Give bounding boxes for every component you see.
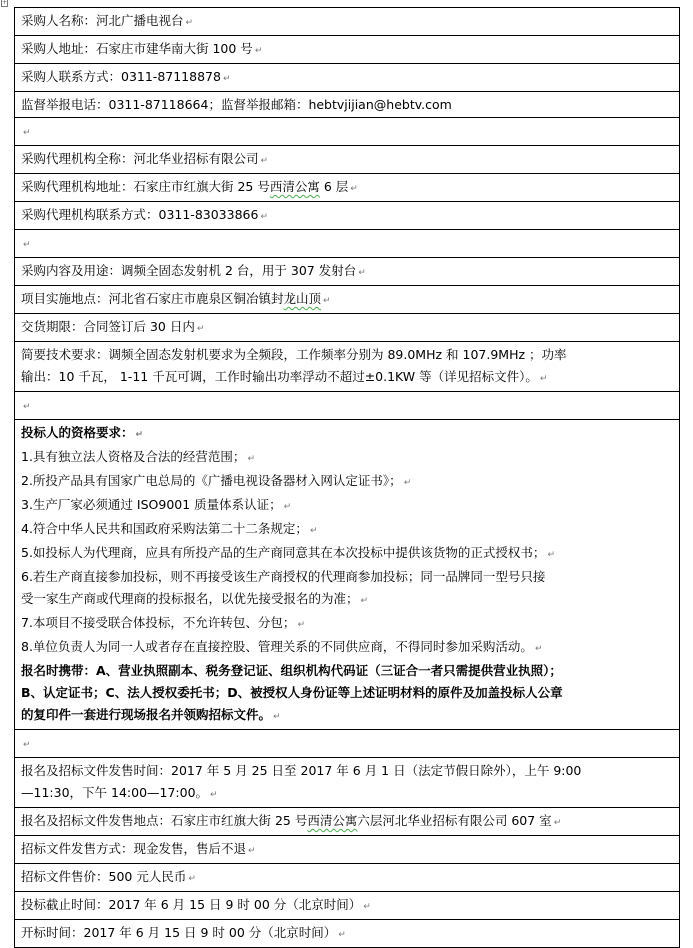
qualification-text: 6.若生产商直接参加投标，则不再接受该生产商授权的代理商参加投标；同一品牌同一型号只接 — [21, 569, 546, 584]
paragraph-mark-icon: ↵ — [309, 526, 318, 536]
paragraph-mark-icon: ↵ — [553, 818, 562, 828]
qualifications-heading-text: 投标人的资格要求： — [21, 425, 134, 440]
qualification-item — [21, 612, 674, 636]
buyer-contact: 采购人联系方式：0311-87118878 — [21, 69, 221, 84]
empty-cell — [15, 392, 680, 420]
registration-requirements-line: B、认定证书；C、法人授权委托书；D、被授权人身份证等上述证明材料的原件及加盖投标人公章 — [21, 685, 563, 700]
paragraph-mark-icon: ↵ — [222, 74, 231, 84]
paragraph-mark-icon: ↵ — [210, 790, 218, 800]
agency-contact: 采购代理机构联系方式：0311-83033866 — [21, 207, 259, 222]
qualification-item — [21, 566, 674, 588]
empty-cell — [15, 118, 680, 146]
agency-address-squiggle: 西清公寓 — [269, 179, 320, 194]
qualification-text: 2.所投产品具有国家广电总局的《广播电视设备器材入网认定证书》； — [21, 473, 402, 488]
bid-deadline: 投标截止时间：2017 年 6 月 15 日 9 时 00 分（北京时间） — [21, 897, 362, 912]
qualification-item — [21, 636, 674, 660]
qualification-text: 5.如投标人为代理商，应具有所投产品的生产商同意其在本次投标中提供该货物的正式授权书； — [21, 545, 546, 560]
table-row — [15, 758, 680, 808]
paragraph-mark-icon: ↵ — [188, 874, 196, 884]
paragraph-mark-icon: ↵ — [363, 902, 371, 912]
paragraph-mark-icon: ↵ — [254, 46, 263, 56]
paragraph-mark-icon: ↵ — [23, 240, 31, 250]
bid-opening-time: 开标时间：2017 年 6 月 15 日 9 时 00 分（北京时间） — [21, 925, 337, 940]
paragraph-mark-icon: ↵ — [534, 644, 543, 654]
qualification-item — [21, 588, 674, 612]
tech-requirements-cell — [15, 342, 680, 392]
paragraph-mark-icon: ↵ — [360, 596, 369, 606]
paragraph-mark-icon: ↵ — [247, 454, 255, 464]
agency-contact-cell — [15, 202, 680, 230]
qualification-text: 3.生产厂家必须通过 ISO9001 质量体系认证； — [21, 497, 282, 512]
sale-method-cell — [15, 836, 680, 864]
document-price: 招标文件售价：500 元人民币 — [21, 869, 187, 884]
empty-cell — [15, 230, 680, 258]
table-row — [15, 8, 680, 36]
registration-requirements-line: 的复印件一套进行现场报名并领购招标文件。 — [21, 707, 272, 722]
paragraph-mark-icon: ↵ — [547, 550, 555, 560]
buyer-name-cell — [15, 8, 680, 36]
paragraph-mark-icon: ↵ — [23, 128, 31, 138]
paragraph-mark-icon: ↵ — [260, 212, 268, 222]
price-cell — [15, 864, 680, 892]
table-row — [15, 174, 680, 202]
qualification-item — [21, 518, 674, 542]
sale-time-line-1: 报名及招标文件发售时间：2017 年 5 月 25 日至 2017 年 6 月 1 日（法定节假日除外），上午 9:00 — [21, 763, 582, 778]
sale-time-cell — [15, 758, 680, 808]
table-row — [15, 920, 680, 948]
paragraph-mark-icon: ↵ — [338, 930, 346, 940]
delivery-cell — [15, 314, 680, 342]
table-row — [15, 146, 680, 174]
delivery-period: 交货期限：合同签订后 30 日内 — [21, 319, 195, 334]
paragraph-mark-icon: ↵ — [323, 296, 331, 306]
sale-place-suffix: 六层河北华业招标有限公司 607 室 — [357, 813, 552, 828]
registration-requirements-line: 报名时携带：A、营业执照副本、税务登记证、组织机构代码证（三证合一者只需提供营业执照）； — [21, 663, 562, 678]
tech-line-1: 简要技术要求：调频全固态发射机要求为全频段，工作频率分别为 89.0MHz 和 107.9MHz ；功率 — [21, 347, 567, 362]
table-row — [15, 64, 680, 92]
table-row — [15, 836, 680, 864]
qualification-item — [21, 542, 674, 566]
table-row — [15, 342, 680, 392]
table-row — [15, 36, 680, 64]
location-prefix: 项目实施地点：河北省石家庄市鹿泉区铜冶镇封 — [21, 291, 284, 306]
qualifications-heading — [21, 422, 674, 446]
paragraph-mark-icon: ↵ — [297, 620, 305, 630]
qualification-text: 4.符合中华人民共和国政府采购法第二十二条规定； — [21, 521, 308, 536]
buyer-name: 采购人名称：河北广播电视台 — [21, 13, 184, 28]
location-squiggle: 龙山顶 — [283, 291, 322, 306]
qualification-item — [21, 494, 674, 518]
sale-place-prefix: 报名及招标文件发售地点：石家庄市红旗大街 25 号 — [21, 813, 308, 828]
table-row — [15, 892, 680, 920]
table-row — [15, 230, 680, 258]
table-row — [15, 420, 680, 730]
qualification-text: 1.具有独立法人资格及合法的经营范围； — [21, 449, 246, 464]
paragraph-mark-icon: ↵ — [185, 18, 194, 28]
table-row — [15, 864, 680, 892]
procurement-content: 采购内容及用途：调频全固态发射机 2 台，用于 307 发射台 — [21, 263, 357, 278]
paragraph-mark-icon: ↵ — [539, 374, 548, 384]
procurement-info-table — [14, 7, 680, 948]
qualification-item — [21, 446, 674, 470]
paragraph-mark-icon: ↵ — [23, 402, 31, 412]
content-cell — [15, 258, 680, 286]
paragraph-mark-icon: ↵ — [135, 430, 144, 440]
location-cell — [15, 286, 680, 314]
qualification-item — [21, 470, 674, 494]
paragraph-mark-icon: ↵ — [248, 846, 256, 856]
buyer-contact-cell — [15, 64, 680, 92]
paragraph-mark-icon: ↵ — [23, 740, 31, 750]
qualification-text: 受一家生产商或代理商的投标报名，以优先接受报名的为准； — [21, 591, 359, 606]
table-row — [15, 92, 680, 118]
qualifications-cell — [15, 420, 680, 730]
buyer-address: 采购人地址：石家庄市建华南大街 100 号 — [21, 41, 253, 56]
deadline-cell — [15, 892, 680, 920]
paragraph-mark-icon: ↵ — [283, 502, 292, 512]
buyer-address-cell — [15, 36, 680, 64]
table-row — [15, 314, 680, 342]
table-row — [15, 392, 680, 420]
paragraph-mark-icon: ↵ — [350, 184, 358, 194]
agency-address-cell — [15, 174, 680, 202]
table-row — [15, 286, 680, 314]
table-row — [15, 118, 680, 146]
sale-place-squiggle: 西清公寓 — [307, 813, 358, 828]
agency-name: 采购代理机构全称：河北华业招标有限公司 — [21, 151, 259, 166]
supervision-cell — [15, 92, 680, 118]
supervision-contact: 监督举报电话：0311-87118664；监督举报邮箱：hebtvjijian@hebtv.com — [21, 97, 452, 112]
table-row — [15, 258, 680, 286]
tech-line-2: 输出：10 千瓦， 1-11 千瓦可调，工作时输出功率浮动不超过±0.1KW 等（详见招标文件）。 — [21, 369, 538, 384]
table-row — [15, 808, 680, 836]
agency-name-cell — [15, 146, 680, 174]
qualification-text: 8.单位负责人为同一人或者存在直接控股、管理关系的不同供应商，不得同时参加采购活动。 — [21, 639, 533, 654]
opening-cell — [15, 920, 680, 948]
sale-method: 招标文件发售方式：现金发售，售后不退 — [21, 841, 247, 856]
agency-address-suffix: 6 层 — [319, 179, 349, 194]
table-move-handle[interactable]: + — [2, 0, 8, 6]
paragraph-mark-icon: ↵ — [196, 324, 205, 334]
paragraph-mark-icon: ↵ — [358, 268, 366, 278]
empty-cell — [15, 730, 680, 758]
paragraph-mark-icon: ↵ — [403, 478, 412, 488]
table-row — [15, 202, 680, 230]
paragraph-mark-icon: ↵ — [273, 712, 281, 722]
paragraph-mark-icon: ↵ — [260, 156, 269, 166]
sale-place-cell — [15, 808, 680, 836]
table-row — [15, 730, 680, 758]
sale-time-line-2: —11:30，下午 14:00—17:00。 — [21, 785, 209, 800]
qualification-text: 7.本项目不接受联合体投标，不允许转包、分包； — [21, 615, 296, 630]
agency-address-prefix: 采购代理机构地址：石家庄市红旗大街 25 号 — [21, 179, 270, 194]
